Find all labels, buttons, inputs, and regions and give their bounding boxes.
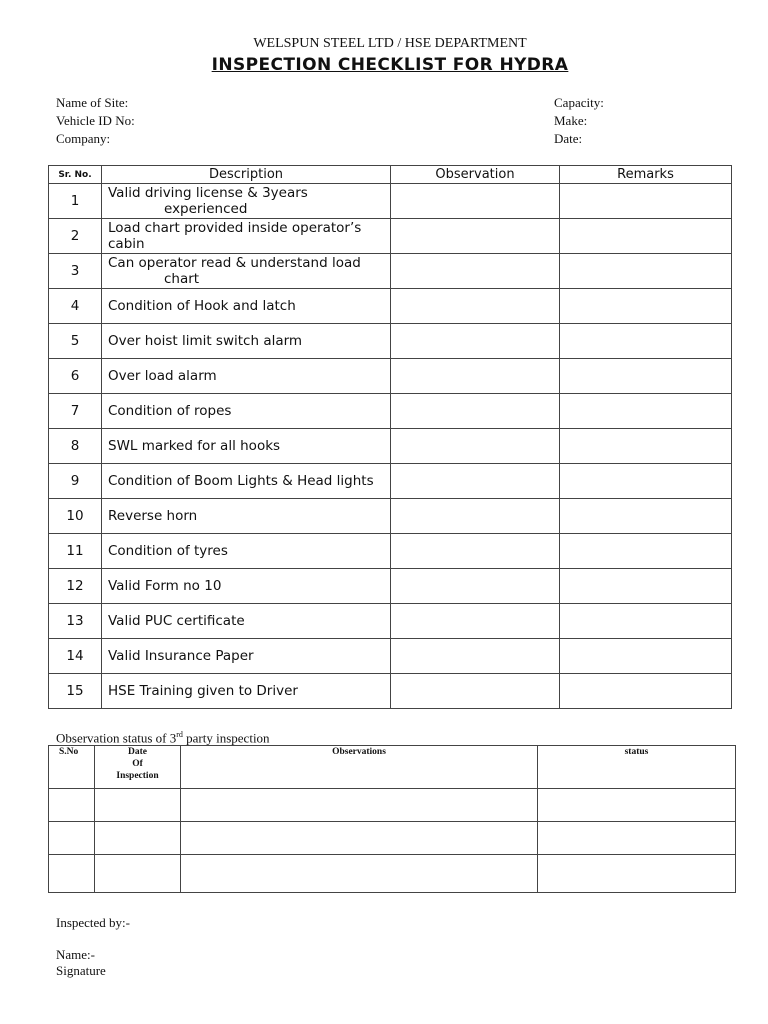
row-description: Over load alarm (102, 359, 391, 394)
remarks-header: Remarks (560, 166, 732, 184)
row-description: SWL marked for all hooks (102, 429, 391, 464)
description-header: Description (102, 166, 391, 184)
remarks-cell[interactable] (560, 254, 732, 289)
row-number: 5 (49, 324, 102, 359)
date-label: Date: (554, 131, 583, 146)
meta-left (56, 94, 135, 148)
observation-cell[interactable] (391, 674, 560, 709)
signature-label: Signature (56, 963, 106, 978)
site-label: Name of Site: (56, 95, 129, 110)
status-header: status (538, 746, 736, 789)
meta-right (554, 94, 604, 148)
observations-cell[interactable] (181, 855, 538, 893)
checklist-row (49, 534, 732, 569)
remarks-cell[interactable] (560, 639, 732, 674)
checklist-row (49, 219, 732, 254)
description-line: chart (164, 271, 200, 287)
observation-cell[interactable] (391, 289, 560, 324)
document-title: INSPECTION CHECKLIST FOR HYDRA (211, 55, 569, 75)
row-description: Over hoist limit switch alarm (102, 324, 391, 359)
description-line: Can operator read & understand load (108, 255, 361, 271)
description-line: cabin (108, 236, 145, 252)
remarks-cell[interactable] (560, 674, 732, 709)
checklist-row (49, 289, 732, 324)
sno-cell[interactable] (49, 855, 95, 893)
remarks-cell[interactable] (560, 394, 732, 429)
row-number: 11 (49, 534, 102, 569)
vehicle-id-label: Vehicle ID No: (56, 113, 135, 128)
status-cell[interactable] (538, 822, 736, 855)
inspected-by-label: Inspected by:- (56, 915, 131, 930)
sno-cell[interactable] (49, 822, 95, 855)
row-description: Reverse horn (102, 499, 391, 534)
date-cell[interactable] (95, 855, 181, 893)
row-number: 13 (49, 604, 102, 639)
row-description: Valid PUC certificate (102, 604, 391, 639)
checklist-row (49, 324, 732, 359)
checklist-row (49, 499, 732, 534)
observation-cell[interactable] (391, 429, 560, 464)
company-label: Company: (56, 131, 111, 146)
row-description (102, 184, 391, 219)
observation-cell[interactable] (391, 219, 560, 254)
row-number: 14 (49, 639, 102, 674)
observations-cell[interactable] (181, 822, 538, 855)
row-number: 6 (49, 359, 102, 394)
row-number: 15 (49, 674, 102, 709)
remarks-cell[interactable] (560, 499, 732, 534)
row-number: 4 (49, 289, 102, 324)
checklist-row (49, 429, 732, 464)
row-description: Condition of ropes (102, 394, 391, 429)
date-header-line: Date (128, 747, 147, 757)
row-description: Valid Form no 10 (102, 569, 391, 604)
checklist-row (49, 569, 732, 604)
srno-header: Sr. No. (49, 166, 102, 184)
checklist-row (49, 674, 732, 709)
date-cell[interactable] (95, 822, 181, 855)
row-description: Condition of Boom Lights & Head lights (102, 464, 391, 499)
row-description: Valid Insurance Paper (102, 639, 391, 674)
observation-cell[interactable] (391, 184, 560, 219)
make-label: Make: (554, 113, 588, 128)
status-cell[interactable] (538, 789, 736, 822)
checklist-table (48, 165, 732, 709)
observation-cell[interactable] (391, 324, 560, 359)
row-description: Condition of tyres (102, 534, 391, 569)
checklist-row (49, 639, 732, 674)
row-description: Condition of Hook and latch (102, 289, 391, 324)
row-description (102, 254, 391, 289)
observation-cell[interactable] (391, 639, 560, 674)
sno-header: S.No (49, 746, 95, 789)
third-party-header-row (49, 746, 736, 789)
capacity-label: Capacity: (554, 95, 604, 110)
date-cell[interactable] (95, 789, 181, 822)
caption-text: Observation status of 3 (56, 730, 177, 746)
description-line: Load chart provided inside operator’s (108, 220, 362, 236)
checklist-row (49, 394, 732, 429)
observation-cell[interactable] (391, 499, 560, 534)
row-number: 1 (49, 184, 102, 219)
observations-cell[interactable] (181, 789, 538, 822)
observation-cell[interactable] (391, 359, 560, 394)
third-party-row (49, 855, 736, 893)
description-line: experienced (164, 201, 248, 217)
remarks-cell[interactable] (560, 324, 732, 359)
checklist-row (49, 359, 732, 394)
observation-cell[interactable] (391, 254, 560, 289)
row-number: 12 (49, 569, 102, 604)
date-of-inspection-header (95, 746, 181, 789)
remarks-cell[interactable] (560, 359, 732, 394)
checklist-row (49, 184, 732, 219)
company-header: WELSPUN STEEL LTD / HSE DEPARTMENT (253, 36, 527, 51)
third-party-row (49, 789, 736, 822)
remarks-cell[interactable] (560, 569, 732, 604)
row-description (102, 219, 391, 254)
checklist-row (49, 604, 732, 639)
date-header-line: Of (132, 759, 143, 769)
observations-header: Observations (181, 746, 538, 789)
caption-text: party inspection (182, 730, 270, 746)
date-header-line: Inspection (116, 771, 159, 781)
checklist-row (49, 464, 732, 499)
third-party-caption (56, 730, 270, 746)
remarks-cell[interactable] (560, 534, 732, 569)
checklist-row (49, 254, 732, 289)
checklist-header-row (49, 166, 732, 184)
observation-cell[interactable] (391, 604, 560, 639)
caption-superscript: rd (176, 730, 183, 739)
row-description: HSE Training given to Driver (102, 674, 391, 709)
row-number: 2 (49, 219, 102, 254)
sno-cell[interactable] (49, 789, 95, 822)
third-party-table (48, 745, 736, 893)
remarks-cell[interactable] (560, 429, 732, 464)
status-cell[interactable] (538, 855, 736, 893)
row-number: 9 (49, 464, 102, 499)
row-number: 3 (49, 254, 102, 289)
observation-cell[interactable] (391, 464, 560, 499)
remarks-cell[interactable] (560, 219, 732, 254)
observation-cell[interactable] (391, 569, 560, 604)
row-number: 7 (49, 394, 102, 429)
observation-cell[interactable] (391, 394, 560, 429)
observation-cell[interactable] (391, 534, 560, 569)
observation-header: Observation (391, 166, 560, 184)
third-party-row (49, 822, 736, 855)
remarks-cell[interactable] (560, 184, 732, 219)
remarks-cell[interactable] (560, 464, 732, 499)
row-number: 8 (49, 429, 102, 464)
remarks-cell[interactable] (560, 604, 732, 639)
description-line: Valid driving license & 3years (108, 185, 308, 201)
name-label: Name:- (56, 947, 95, 962)
row-number: 10 (49, 499, 102, 534)
remarks-cell[interactable] (560, 289, 732, 324)
